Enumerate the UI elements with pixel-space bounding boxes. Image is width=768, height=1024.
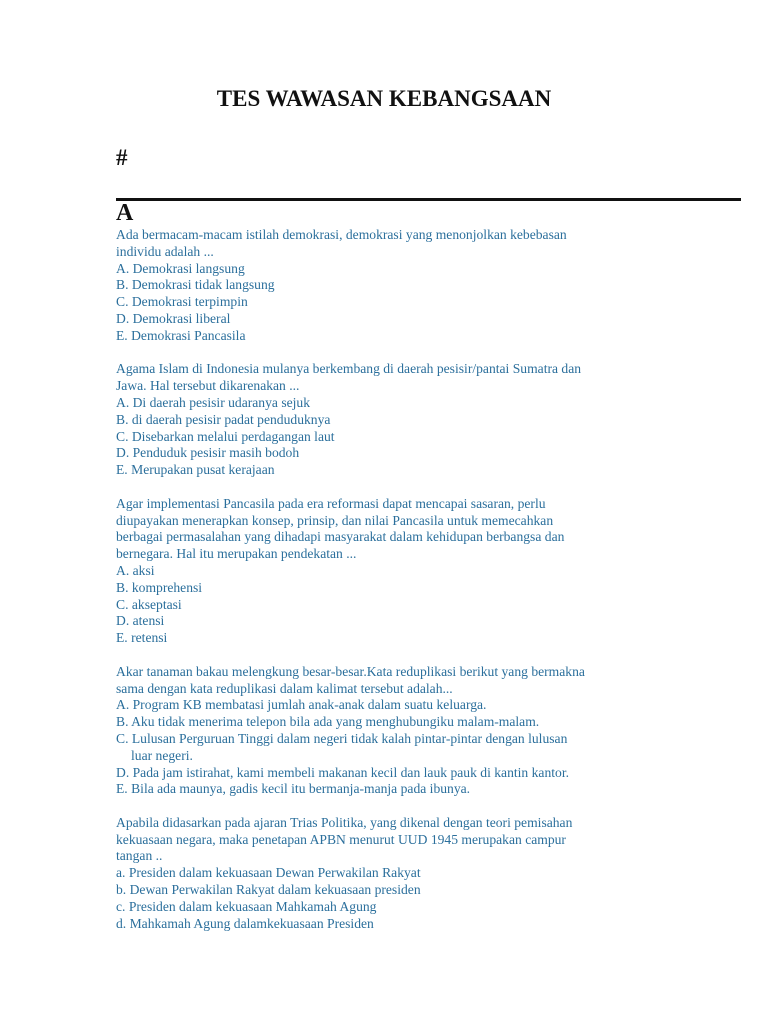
- question-text: individu adalah ...: [116, 243, 214, 259]
- answer-option: C. Demokrasi terpimpin: [116, 294, 248, 310]
- answer-option: b. Dewan Perwakilan Rakyat dalam kekuasaan presiden: [116, 882, 421, 898]
- question-text: Apabila didasarkan pada ajaran Trias Politika, yang dikenal dengan teori pemisahan: [116, 814, 573, 830]
- answer-option: a. Presiden dalam kekuasaan Dewan Perwakilan Rakyat: [116, 865, 421, 881]
- answer-option: C. Lulusan Perguruan Tinggi dalam negeri tidak kalah pintar-pintar dengan lulusan: [116, 730, 568, 746]
- question-text: berbagai permasalahan yang dihadapi masyarakat dalam kehidupan berbangsa dan: [116, 529, 565, 545]
- question-text: Akar tanaman bakau melengkung besar-besar.Kata reduplikasi berikut yang bermakna: [116, 663, 585, 679]
- section-letter: A: [116, 200, 134, 226]
- answer-option: A. Di daerah pesisir udaranya sejuk: [116, 394, 311, 410]
- answer-option-continuation: luar negeri.: [131, 747, 193, 763]
- answer-option: C. Disebarkan melalui perdagangan laut: [116, 428, 335, 444]
- question-text: kekuasaan negara, maka penetapan APBN menurut UUD 1945 merupakan campur: [116, 831, 566, 847]
- horizontal-rule: [116, 198, 741, 201]
- question-text: tangan ..: [116, 848, 163, 864]
- question-text: bernegara. Hal itu merupakan pendekatan ...: [116, 546, 357, 562]
- answer-option: D. Penduduk pesisir masih bodoh: [116, 445, 300, 461]
- answer-option: d. Mahkamah Agung dalamkekuasaan Presiden: [116, 915, 374, 931]
- answer-option: A. aksi: [116, 562, 155, 578]
- answer-option: E. retensi: [116, 630, 168, 646]
- answer-option: C. akseptasi: [116, 596, 182, 612]
- answer-option: E. Bila ada maunya, gadis kecil itu bermanja-manja pada ibunya.: [116, 781, 471, 797]
- document-title: TES WAWASAN KEBANGSAAN: [216, 86, 552, 111]
- question-text: Ada bermacam-macam istilah demokrasi, demokrasi yang menonjolkan kebebasan: [116, 227, 567, 242]
- question-text: diupayakan menerapkan konsep, prinsip, dan nilai Pancasila untuk memecahkan: [116, 512, 554, 528]
- question-1: [116, 227, 656, 345]
- answer-option: B. Aku tidak menerima telepon bila ada yang menghubungiku malam-malam.: [116, 714, 540, 730]
- questions-list: [116, 227, 656, 949]
- question-4: [116, 664, 656, 798]
- answer-option: A. Program KB membatasi jumlah anak-anak dalam suatu keluarga.: [116, 697, 487, 713]
- hash-heading: #: [116, 145, 128, 170]
- answer-option: D. Pada jam istirahat, kami membeli makanan kecil dan lauk pauk di kantin kantor.: [116, 764, 570, 780]
- answer-option: E. Demokrasi Pancasila: [116, 327, 246, 343]
- answer-option: D. Demokrasi liberal: [116, 310, 231, 326]
- answer-option: B. Demokrasi tidak langsung: [116, 277, 275, 293]
- question-text: sama dengan kata reduplikasi dalam kalimat tersebut adalah...: [116, 680, 453, 696]
- question-5: [116, 815, 656, 933]
- question-text: Agama Islam di Indonesia mulanya berkembang di daerah pesisir/pantai Sumatra dan: [116, 361, 582, 377]
- answer-option: E. Merupakan pusat kerajaan: [116, 462, 275, 478]
- answer-option: B. di daerah pesisir padat penduduknya: [116, 411, 331, 427]
- answer-option: A. Demokrasi langsung: [116, 260, 245, 276]
- question-2: [116, 361, 656, 479]
- question-text: Jawa. Hal tersebut dikarenakan ...: [116, 378, 300, 394]
- question-text: Agar implementasi Pancasila pada era reformasi dapat mencapai sasaran, perlu: [116, 495, 546, 511]
- answer-option: D. atensi: [116, 613, 165, 629]
- question-3: [116, 496, 656, 647]
- answer-option: c. Presiden dalam kekuasaan Mahkamah Agung: [116, 898, 377, 914]
- answer-option: B. komprehensi: [116, 579, 203, 595]
